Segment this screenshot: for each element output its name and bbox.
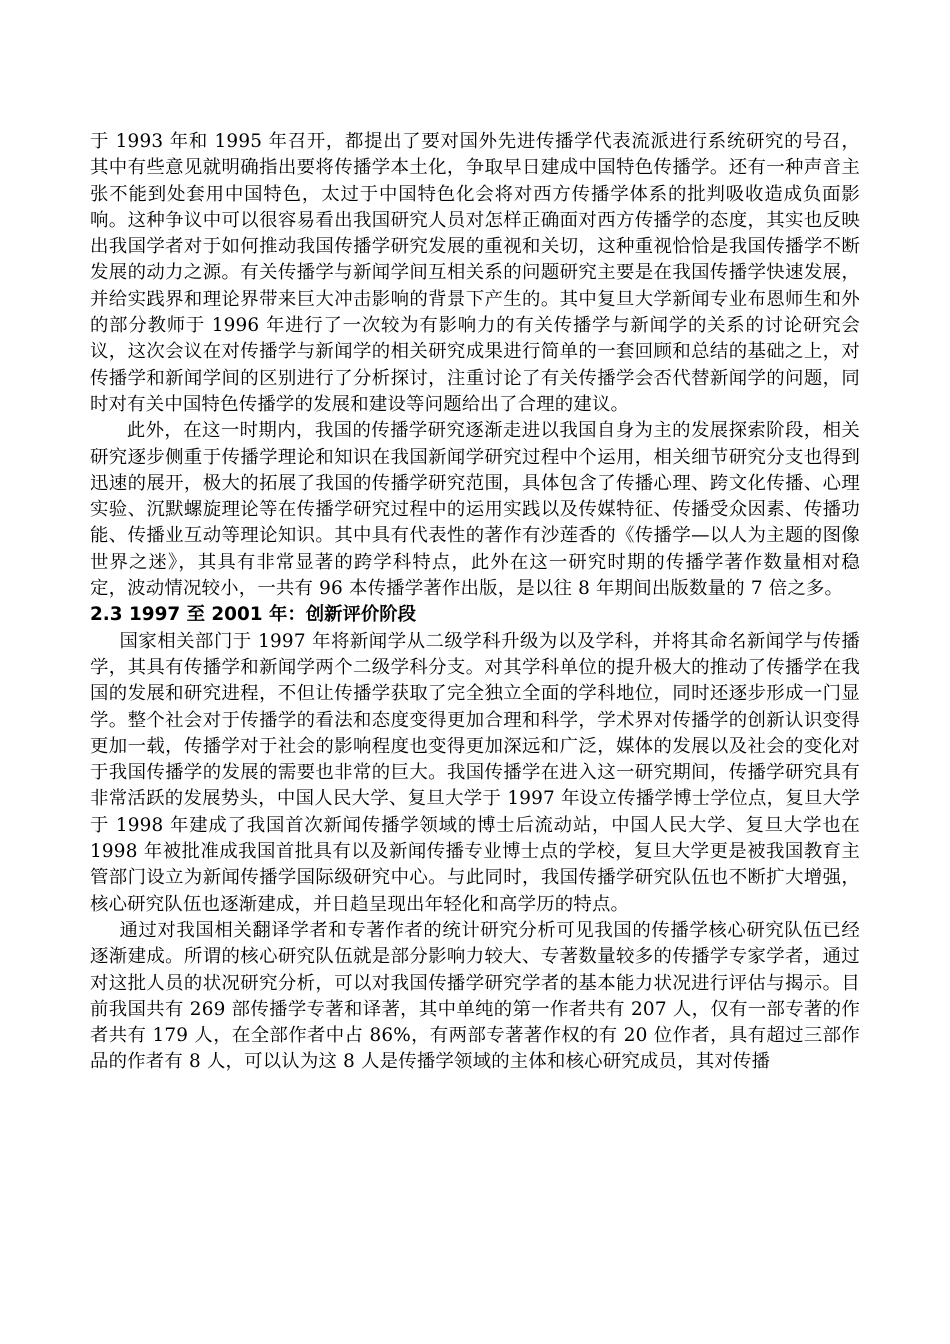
- body-paragraph-1: 于 1993 年和 1995 年召开，都提出了要对国外先进传播学代表流派进行系统研究的号召，其中有些意见就明确指出要将传播学本土化，争取早日建成中国特色传播学。还有一种声音主张不能到处套用中国特色，太过于中国特色化会将对西方传播学体系的批判吸收造成负面影响。这种争议中可以很容易看出我国研究人员对怎样正确面对西方传播学的态度，其实也反映出我国学者对于如何推动我国传播学研究发展的重视和关切，这种重视恰恰是我国传播学不断发展的动力之源。有关传播学与新闻学间互相关系的问题研究主要是在我国传播学快速发展，并给实践界和理论界带来巨大冲击影响的背景下产生的。其中复旦大学新闻专业布恩师生和外的部分教师于 1996 年进行了一次较为有影响力的有关传播学与新闻学的关系的讨论研究会议，这次会议在对传播学与新闻学的相关研究成果进行简单的一套回顾和总结的基础之上，对传播学和新闻学间的区别进行了分析探讨，注重讨论了有关传播学会否代替新闻学的问题，同时对有关中国特色传播学的发展和建设等问题给出了合理的建议。: [90, 131, 860, 415]
- section-paragraph-2: 通过对我国相关翻译学者和专著作者的统计研究分析可见我国的传播学核心研究队伍已经逐渐建成。所谓的核心研究队伍就是部分影响力较大、专著数量较多的传播学专家学者，通过对这批人员的状况研究分析，可以对我国传播学研究学者的基本能力状况进行评估与揭示。目前我国共有 269 部传播学专著和译著，其中单纯的第一作者共有 207 人，仅有一部专著的作者共有 179 人，在全部作者中占 86%，有两部专著著作权的有 20 位作者，具有超过三部作品的作者有 8 人，可以认为这 8 人是传播学领域的主体和核心研究成员，其对传播: [90, 919, 860, 1073]
- document-page: [90, 129, 860, 1076]
- section-paragraph-1: 国家相关部门于 1997 年将新闻学从二级学科升级为以及学科，并将其命名新闻学与传播学，其具有传播学和新闻学两个二级学科分支。对其学科单位的提升极大的推动了传播学在我国的发展和研究进程，不但让传播学获取了完全独立全面的学科地位，同时还逐步形成一门显学。整个社会对于传播学的看法和态度变得更加合理和科学，学术界对传播学的创新认识变得更加一载，传播学对于社会的影响程度也变得更加深远和广泛，媒体的发展以及社会的变化对于我国传播学的发展的需要也非常的巨大。我国传播学在进入这一研究期间，传播学研究具有非常活跃的发展势头，中国人民大学、复旦大学于 1997 年设立传播学博士学位点，复旦大学于 1998 年建成了我国首次新闻传播学领域的博士后流动站，中国人民大学、复旦大学也在 1998 年被批准成我国首批具有以及新闻传播专业博士点的学校，复旦大学更是被我国教育主管部门设立为新闻传播学国际级研究中心。与此同时，我国传播学研究队伍也不断扩大增强，核心研究队伍也逐渐建成，并日趋呈现出年轻化和高学历的特点。: [90, 630, 860, 915]
- body-paragraph-2: 此外，在这一时期内，我国的传播学研究逐渐走进以我国自身为主的发展探索阶段，相关研究逐步侧重于传播学理论和知识在我国新闻学研究过程中个运用，相关细节研究分支也得到迅速的展开，极大的拓展了我国的传播学研究范围，具体包含了传播心理、跨文化传播、心理实验、沉默螺旋理论等在传播学研究过程中的运用实践以及传媒特征、传播受众因素、传播功能、传播业互动等理论知识。其中具有代表性的著作有沙莲香的《传播学—以人为主题的图像世界之迷》，其具有非常显著的跨学科特点，此外在这一研究时期的传播学著作数量相对稳定，波动情况较小，一共有 96 本传播学著作出版，是以往 8 年期间出版数量的 7 倍之多。: [90, 420, 860, 600]
- section-heading: 2.3 1997 至 2001 年：创新评价阶段: [90, 604, 417, 626]
